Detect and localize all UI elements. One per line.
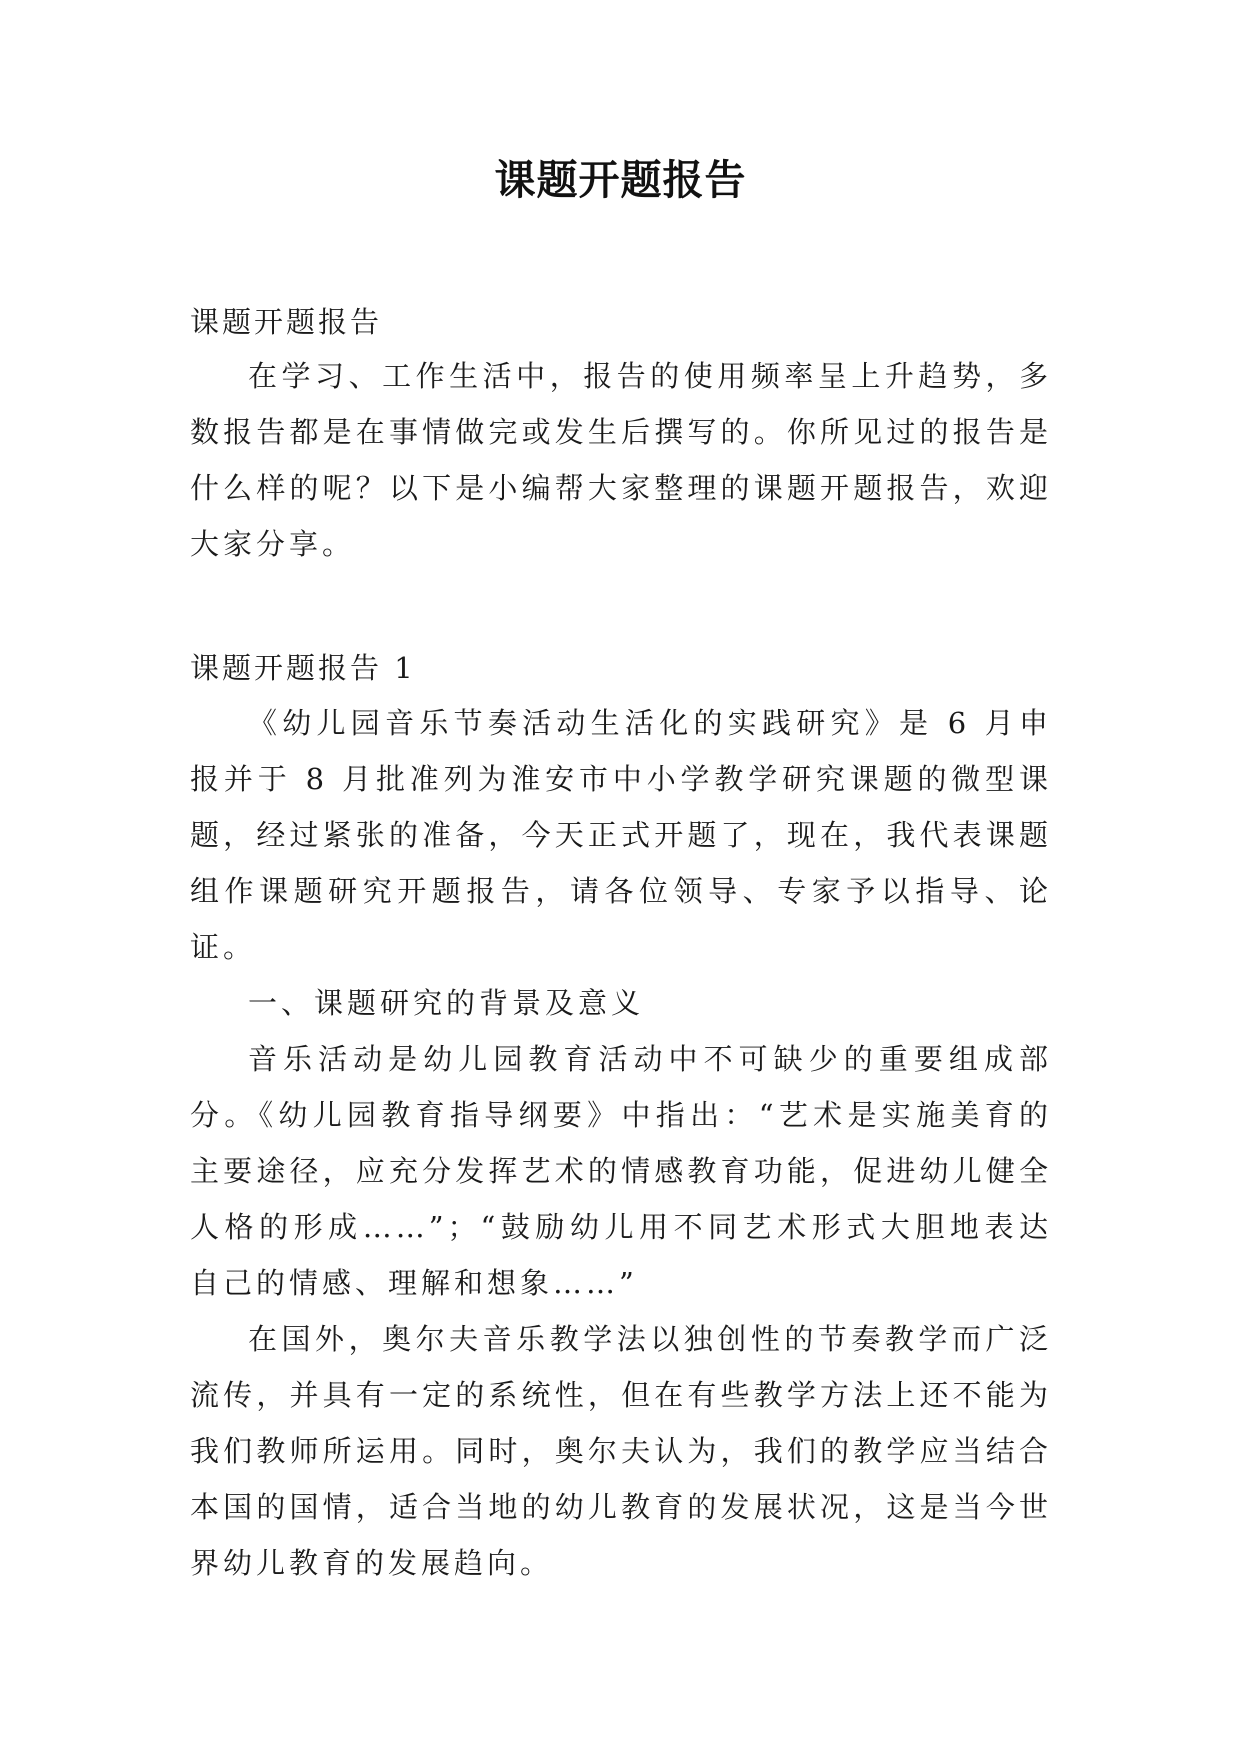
section-1-paragraph-background: 音乐活动是幼儿园教育活动中不可缺少的重要组成部分。《幼儿园教育指导纲要》中指出：“艺术是实施美育的主要途径，应充分发挥艺术的情感教育功能，促进幼儿健全人格的形成……”；“鼓励幼儿用不同艺术形式大胆地表达自己的情感、理解和想象……” xyxy=(190,1042,1052,1300)
section-1-paragraph-intro: 《幼儿园音乐节奏活动生活化的实践研究》是 6 月申报并于 8 月批准列为淮安市中小学教学研究课题的微型课题，经过紧张的准备，今天正式开题了，现在，我代表课题组作课题研究开题报告，请各位领导、专家予以指导、论证。 xyxy=(190,706,1052,964)
section-1-subheading: 一、课题研究的背景及意义 xyxy=(248,986,645,1020)
intro-paragraph-block xyxy=(190,348,1052,572)
intro-paragraph: 在学习、工作生活中，报告的使用频率呈上升趋势，多数报告都是在事情做完或发生后撰写的。你所见过的报告是什么样的呢？以下是小编帮大家整理的课题开题报告，欢迎大家分享。 xyxy=(190,359,1052,561)
section-heading-1: 课题开题报告 1 xyxy=(190,651,416,685)
document-title: 课题开题报告 xyxy=(494,156,747,204)
section-1-paragraph-orff: 在国外，奥尔夫音乐教学法以独创性的节奏教学而广泛流传，并具有一定的系统性，但在有些教学方法上还不能为我们教师所运用。同时，奥尔夫认为，我们的教学应当结合本国的国情，适合当地的幼儿教育的发展状况，这是当今世界幼儿教育的发展趋向。 xyxy=(190,1322,1052,1580)
intro-heading: 课题开题报告 xyxy=(190,305,383,339)
section-1-body xyxy=(190,695,1052,1591)
